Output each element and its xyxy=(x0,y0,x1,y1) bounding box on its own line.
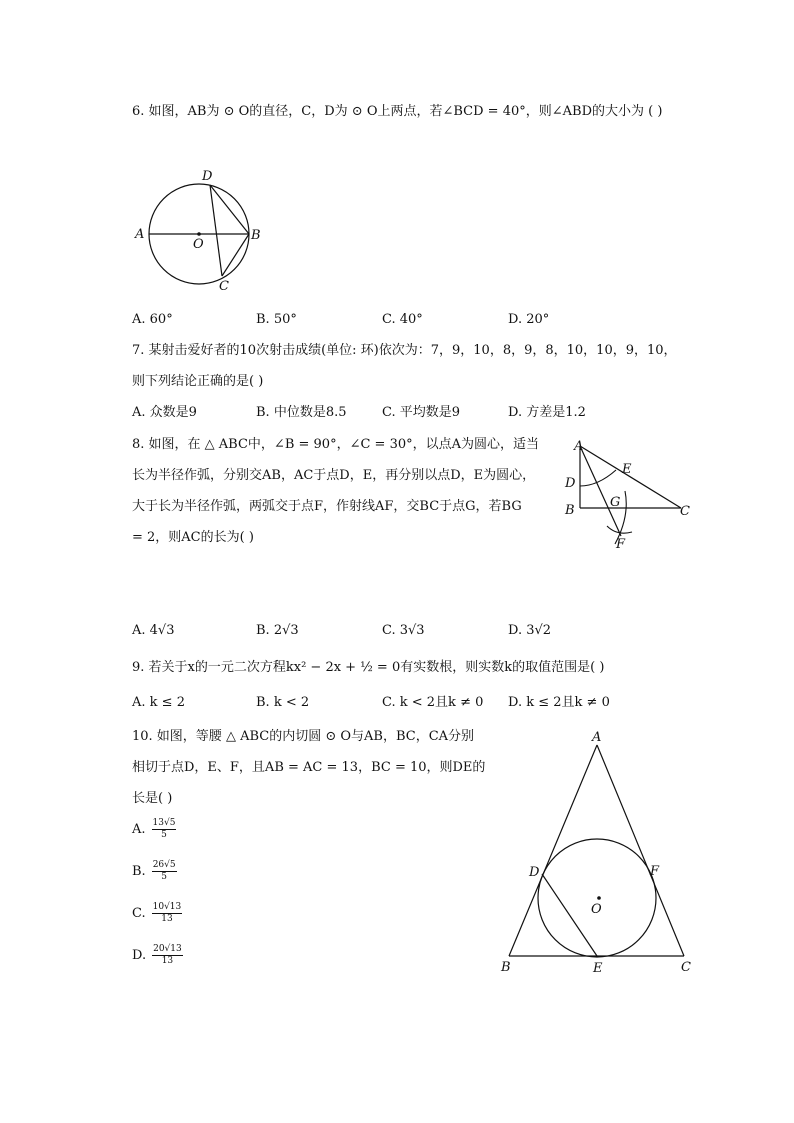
q9-option-d: D. k ≤ 2且k ≠ 0 xyxy=(508,695,610,710)
label-e: E xyxy=(622,462,632,477)
q10-option-d-num: 20√13 xyxy=(153,944,182,954)
label-b: B xyxy=(565,503,575,518)
q6-option-b: B. 50° xyxy=(256,312,297,327)
label-d: D xyxy=(565,476,576,491)
side-ac xyxy=(597,745,684,956)
incircle-o xyxy=(538,839,656,957)
q10-option-a-num: 13√5 xyxy=(152,818,176,828)
q10-option-d-label: D. xyxy=(132,948,147,963)
q6-option-c: C. 40° xyxy=(382,312,423,327)
label-a: A xyxy=(135,227,145,242)
arc-de xyxy=(580,470,616,486)
q8-line3: 大于长为半径作弧，两弧交于点F，作射线AF，交BC于点G，若BG xyxy=(132,499,522,514)
q10-line1: 10. 如图，等腰 △ ABC的内切圆 ⊙ O与AB，BC，CA分别 xyxy=(132,729,475,744)
ray-af xyxy=(580,446,621,536)
q10-option-d xyxy=(132,944,183,967)
q10-line3: 长是( ) xyxy=(132,791,173,806)
q7-option-a: A. 众数是9 xyxy=(132,405,197,420)
q8-option-a: A. 4√3 xyxy=(132,623,175,638)
center-dot xyxy=(597,896,601,900)
label-e: E xyxy=(593,961,603,976)
q10-option-a-label: A. xyxy=(132,822,146,837)
label-f: F xyxy=(616,537,626,552)
q8-option-b: B. 2√3 xyxy=(256,623,299,638)
q9-option-c: C. k < 2且k ≠ 0 xyxy=(382,695,484,710)
q10-option-b-den: 5 xyxy=(161,872,168,882)
q7-option-c: C. 平均数是9 xyxy=(382,405,461,420)
label-d: D xyxy=(202,169,213,184)
q6-option-d: D. 20° xyxy=(508,312,550,327)
q8-figure xyxy=(560,436,700,554)
q10-option-b-label: B. xyxy=(132,864,146,879)
q7-line1: 7. 某射击爱好者的10次射击成绩(单位: 环)依次为：7，9，10，8，9，8，10，10，9，10， xyxy=(132,343,677,358)
q10-option-c-num: 10√13 xyxy=(152,902,182,912)
q8-option-c: C. 3√3 xyxy=(382,623,425,638)
label-a: A xyxy=(592,730,602,745)
q7-line2: 则下列结论正确的是( ) xyxy=(132,374,264,389)
q10-option-b xyxy=(132,860,177,883)
q7-option-b: B. 中位数是8.5 xyxy=(256,405,347,420)
label-c: C xyxy=(681,960,691,975)
q6-stem: 6. 如图，AB为 ⊙ O的直径，C，D为 ⊙ O上两点，若∠BCD = 40°，则∠ABD的大小为 ( ) xyxy=(132,104,663,119)
q10-option-a xyxy=(132,818,176,841)
q10-option-c xyxy=(132,902,182,925)
label-c: C xyxy=(680,504,690,519)
q8-option-d: D. 3√2 xyxy=(508,623,552,638)
segment-de xyxy=(542,874,597,956)
q9-option-b: B. k < 2 xyxy=(256,695,310,710)
q9-option-a: A. k ≤ 2 xyxy=(132,695,185,710)
q8-line4: = 2，则AC的长为( ) xyxy=(132,530,254,545)
label-d: D xyxy=(529,865,540,880)
q10-line2: 相切于点D，E、F，且AB = AC = 13，BC = 10，则DE的 xyxy=(132,760,486,775)
q10-option-a-den: 5 xyxy=(161,830,167,840)
side-ac xyxy=(580,446,681,508)
label-a: A xyxy=(574,439,584,454)
q10-option-c-den: 13 xyxy=(161,914,173,924)
label-f: F xyxy=(650,864,660,879)
q8-line2: 长为半径作弧，分别交AB，AC于点D，E，再分别以点D，E为圆心， xyxy=(132,468,536,483)
label-b: B xyxy=(251,228,261,243)
q9-stem: 9. 若关于x的一元二次方程kx² − 2x + ½ = 0有实数根，则实数k的取值范围是( ) xyxy=(132,660,605,675)
side-ab xyxy=(509,745,597,956)
q6-option-a: A. 60° xyxy=(132,312,173,327)
q8-line1: 8. 如图，在 △ ABC中，∠B = 90°，∠C = 30°，以点A为圆心，适当 xyxy=(132,437,539,452)
q10-figure xyxy=(495,725,705,980)
q6-figure xyxy=(125,160,270,300)
label-b: B xyxy=(501,960,511,975)
center-dot xyxy=(197,232,201,236)
label-o: O xyxy=(193,237,204,252)
q7-option-d: D. 方差是1.2 xyxy=(508,405,586,420)
label-o: O xyxy=(591,902,602,917)
q10-option-b-num: 26√5 xyxy=(152,860,176,870)
q10-option-d-den: 13 xyxy=(161,956,174,966)
label-g: G xyxy=(610,495,621,510)
q10-option-c-label: C. xyxy=(132,906,146,921)
label-c: C xyxy=(219,279,229,294)
